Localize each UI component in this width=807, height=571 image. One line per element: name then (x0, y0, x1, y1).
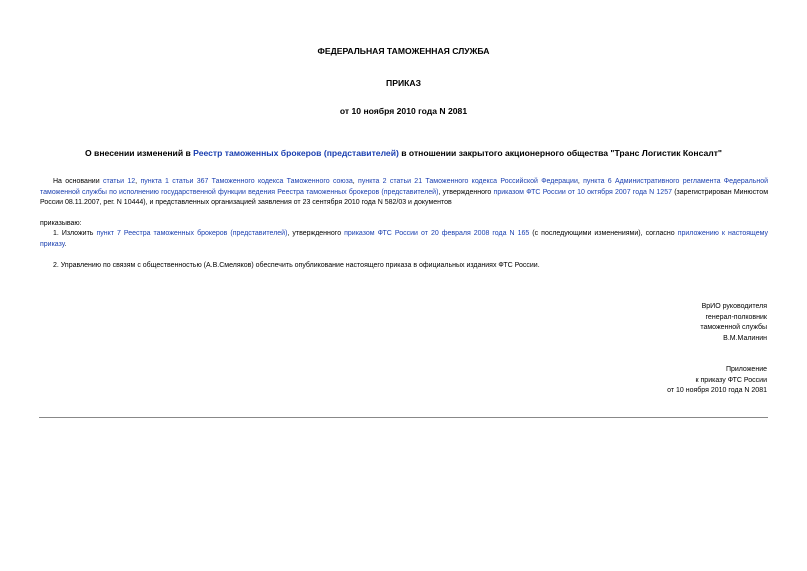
agency-name: ФЕДЕРАЛЬНАЯ ТАМОЖЕННАЯ СЛУЖБА (317, 46, 490, 56)
item1-text-1: , утвержденного (287, 230, 345, 237)
signature-position: ВрИО руководителя (701, 303, 767, 310)
basis-text-3: , (577, 178, 584, 185)
document-title (0, 148, 807, 158)
title-text-post: в отношении закрытого акционерного общества "Транс Логистик Консалт" (398, 148, 722, 158)
appendix-date-number: от 10 ноября 2010 года N 2081 (667, 387, 767, 394)
link-customs-code-eaeu[interactable]: пункта 1 статьи 367 Таможенного кодекса Таможенного союза (140, 178, 353, 185)
signature-service: таможенной службы (700, 324, 767, 331)
item1-text-3: . (64, 240, 67, 248)
link-article-12[interactable]: статьи 12 (102, 178, 136, 185)
link-order-165[interactable]: приказом ФТС России от 20 февраля 2008 года N 165 (344, 230, 530, 237)
link-customs-code-rf[interactable]: пункта 2 статьи 21 Таможенного кодекса Российской Федерации (358, 178, 578, 185)
link-registry-item-7[interactable]: пункт 7 Реестра таможенных брокеров (представителей) (96, 230, 288, 237)
signature-name: В.М.Малинин (723, 334, 767, 342)
link-order-1257[interactable]: приказом ФТС России от 10 октября 2007 года N 1257 (493, 188, 672, 196)
document-type: ПРИКАЗ (386, 78, 421, 88)
basis-text-4: , утвержденного (438, 188, 494, 196)
appendix-order-ref: к приказу ФТС России (695, 376, 767, 384)
horizontal-divider (39, 417, 768, 418)
paragraph-item-1 (40, 229, 768, 250)
paragraph-basis (40, 177, 768, 209)
title-registry-link[interactable]: Реестр таможенных брокеров (представителей) (193, 148, 399, 158)
paragraph-item-2: 2. Управлению по связям с общественностью (А.В.Смеляков) обеспечить опубликование настоящего приказа в официальных изданиях ФТС России. (53, 262, 540, 269)
appendix-block (547, 365, 767, 397)
order-word: приказываю: (40, 220, 82, 227)
signature-rank: генерал-полковник (705, 313, 767, 321)
basis-text-0: На основании (53, 178, 103, 185)
item1-text-0: 1. Изложить (53, 230, 97, 237)
signature-block (547, 302, 767, 344)
title-text-pre: О внесении изменений в (84, 148, 194, 158)
link-admin-regulation[interactable]: пункта 6 Административного регламента Федеральной таможенной службы по исполнению государственной функции ведения Реестра таможенных брокеров (представителей) (40, 178, 769, 196)
item1-text-2: (с последующими изменениями), согласно (529, 230, 678, 237)
document-date-number: от 10 ноября 2010 года N 2081 (339, 106, 468, 116)
basis-text-5: (зарегистрирован Минюстом России 08.11.2007, рег. N 10444), и представленных организацией заявления от 23 сентября 2010 года N 582/03 и документов (40, 188, 769, 206)
link-appendix[interactable]: приложению к настоящему приказу (40, 230, 769, 248)
appendix-label: Приложение (725, 366, 767, 373)
basis-text-2: , (352, 178, 359, 185)
basis-text-1: , (135, 178, 141, 185)
